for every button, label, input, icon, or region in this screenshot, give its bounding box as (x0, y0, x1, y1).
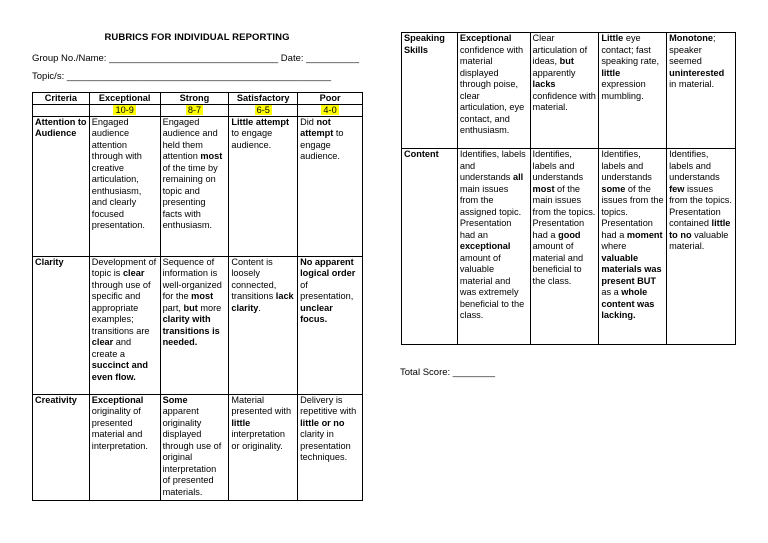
points-label: 8-7 (187, 105, 202, 115)
points-strong (160, 105, 229, 117)
table-row (33, 256, 363, 394)
rubric-cell: Sequence of information is well-organized for the most part, but more clarity with transitions is needed. (160, 256, 229, 394)
rubric-cell: Identifies, labels and understands few issues from the topics. Presentation contained little to no valuable material. (667, 149, 736, 345)
total-score-line: Total Score: ________ (400, 367, 496, 378)
rubric-cell: Clear articulation of ideas, but apparently lacks confidence with material. (530, 33, 599, 149)
rubric-cell: Identifies, labels and understands most of the main issues from the topics. Presentation had a good amount of material and beneficial to the class. (530, 149, 599, 345)
rubric-cell: Monotone; speaker seemed uninterested in material. (667, 33, 736, 149)
rubric-cell: Engaged audience and held them attention most of the time by remaining on topic and presenting facts with enthusiasm. (160, 116, 229, 256)
table-row (33, 394, 363, 500)
points-label: 6-5 (256, 105, 270, 115)
table-row (33, 116, 363, 256)
document-title: RUBRICS FOR INDIVIDUAL REPORTING (104, 32, 290, 43)
criterion-cell: Clarity (33, 256, 90, 394)
header-row (33, 93, 363, 105)
rubric-cell: Engaged audience attention through with creative articulation, enthusiasm, and clearly focused presentation. (89, 116, 160, 256)
rubric-cell: Exceptional confidence with material displayed through poise, clear articulation, eye contact, and enthusiasm. (457, 33, 530, 149)
table-row (402, 33, 736, 149)
rubric-cell: Content is loosely connected, transitions lack clarity. (229, 256, 298, 394)
header-poor: Poor (298, 93, 363, 105)
criterion-cell: Creativity (33, 394, 90, 500)
criterion-cell: Speaking Skills (402, 33, 458, 149)
points-label: 10-9 (115, 105, 134, 115)
topic-line: Topic/s: __________________________________________________ (32, 71, 332, 82)
header-satisfactory: Satisfactory (229, 93, 298, 105)
points-blank (33, 105, 90, 117)
rubric-cell: Identifies, labels and understands all main issues from the assigned topic. Presentation had an exceptional amount of valuable material and was extremely beneficial to the class. (457, 149, 530, 345)
header-exceptional: Exceptional (89, 93, 160, 105)
points-label: 4-0 (323, 105, 337, 115)
rubric-cell: Exceptional originality of presented material and interpretation. (89, 394, 160, 500)
rubric-cell: Did not attempt to engage audience. (298, 116, 363, 256)
rubric-cell: Material presented with little interpretation or originality. (229, 394, 298, 500)
criterion-cell: Content (402, 149, 458, 345)
header-criteria: Criteria (33, 93, 90, 105)
header-strong: Strong (160, 93, 229, 105)
group-name-date-line: Group No./Name: ________________________________ Date: __________ (32, 53, 359, 64)
rubric-cell: Little attempt to engage audience. (229, 116, 298, 256)
points-row (33, 105, 363, 117)
rubric-cell: Identifies, labels and understands some of the issues from the topics. Presentation had a moment where valuable materials was present BUT as a whole content was lacking. (599, 149, 667, 345)
rubric-cell: Development of topic is clear through use of specific and appropriate examples; transitions are clear and create a succinct and even flow. (89, 256, 160, 394)
points-exceptional (89, 105, 160, 117)
rubric-cell: Delivery is repetitive with little or no clarity in presentation techniques. (298, 394, 363, 500)
rubric-cell: No apparent logical order of presentation, unclear focus. (298, 256, 363, 394)
points-poor (298, 105, 363, 117)
rubric-table-right (401, 32, 736, 345)
table-row (402, 149, 736, 345)
rubric-cell: Some apparent originality displayed through use of original interpretation of presented materials. (160, 394, 229, 500)
rubric-cell: Little eye contact; fast speaking rate, little expression mumbling. (599, 33, 667, 149)
rubric-table-left (32, 92, 363, 501)
points-satisfactory (229, 105, 298, 117)
criterion-cell: Attention to Audience (33, 116, 90, 256)
